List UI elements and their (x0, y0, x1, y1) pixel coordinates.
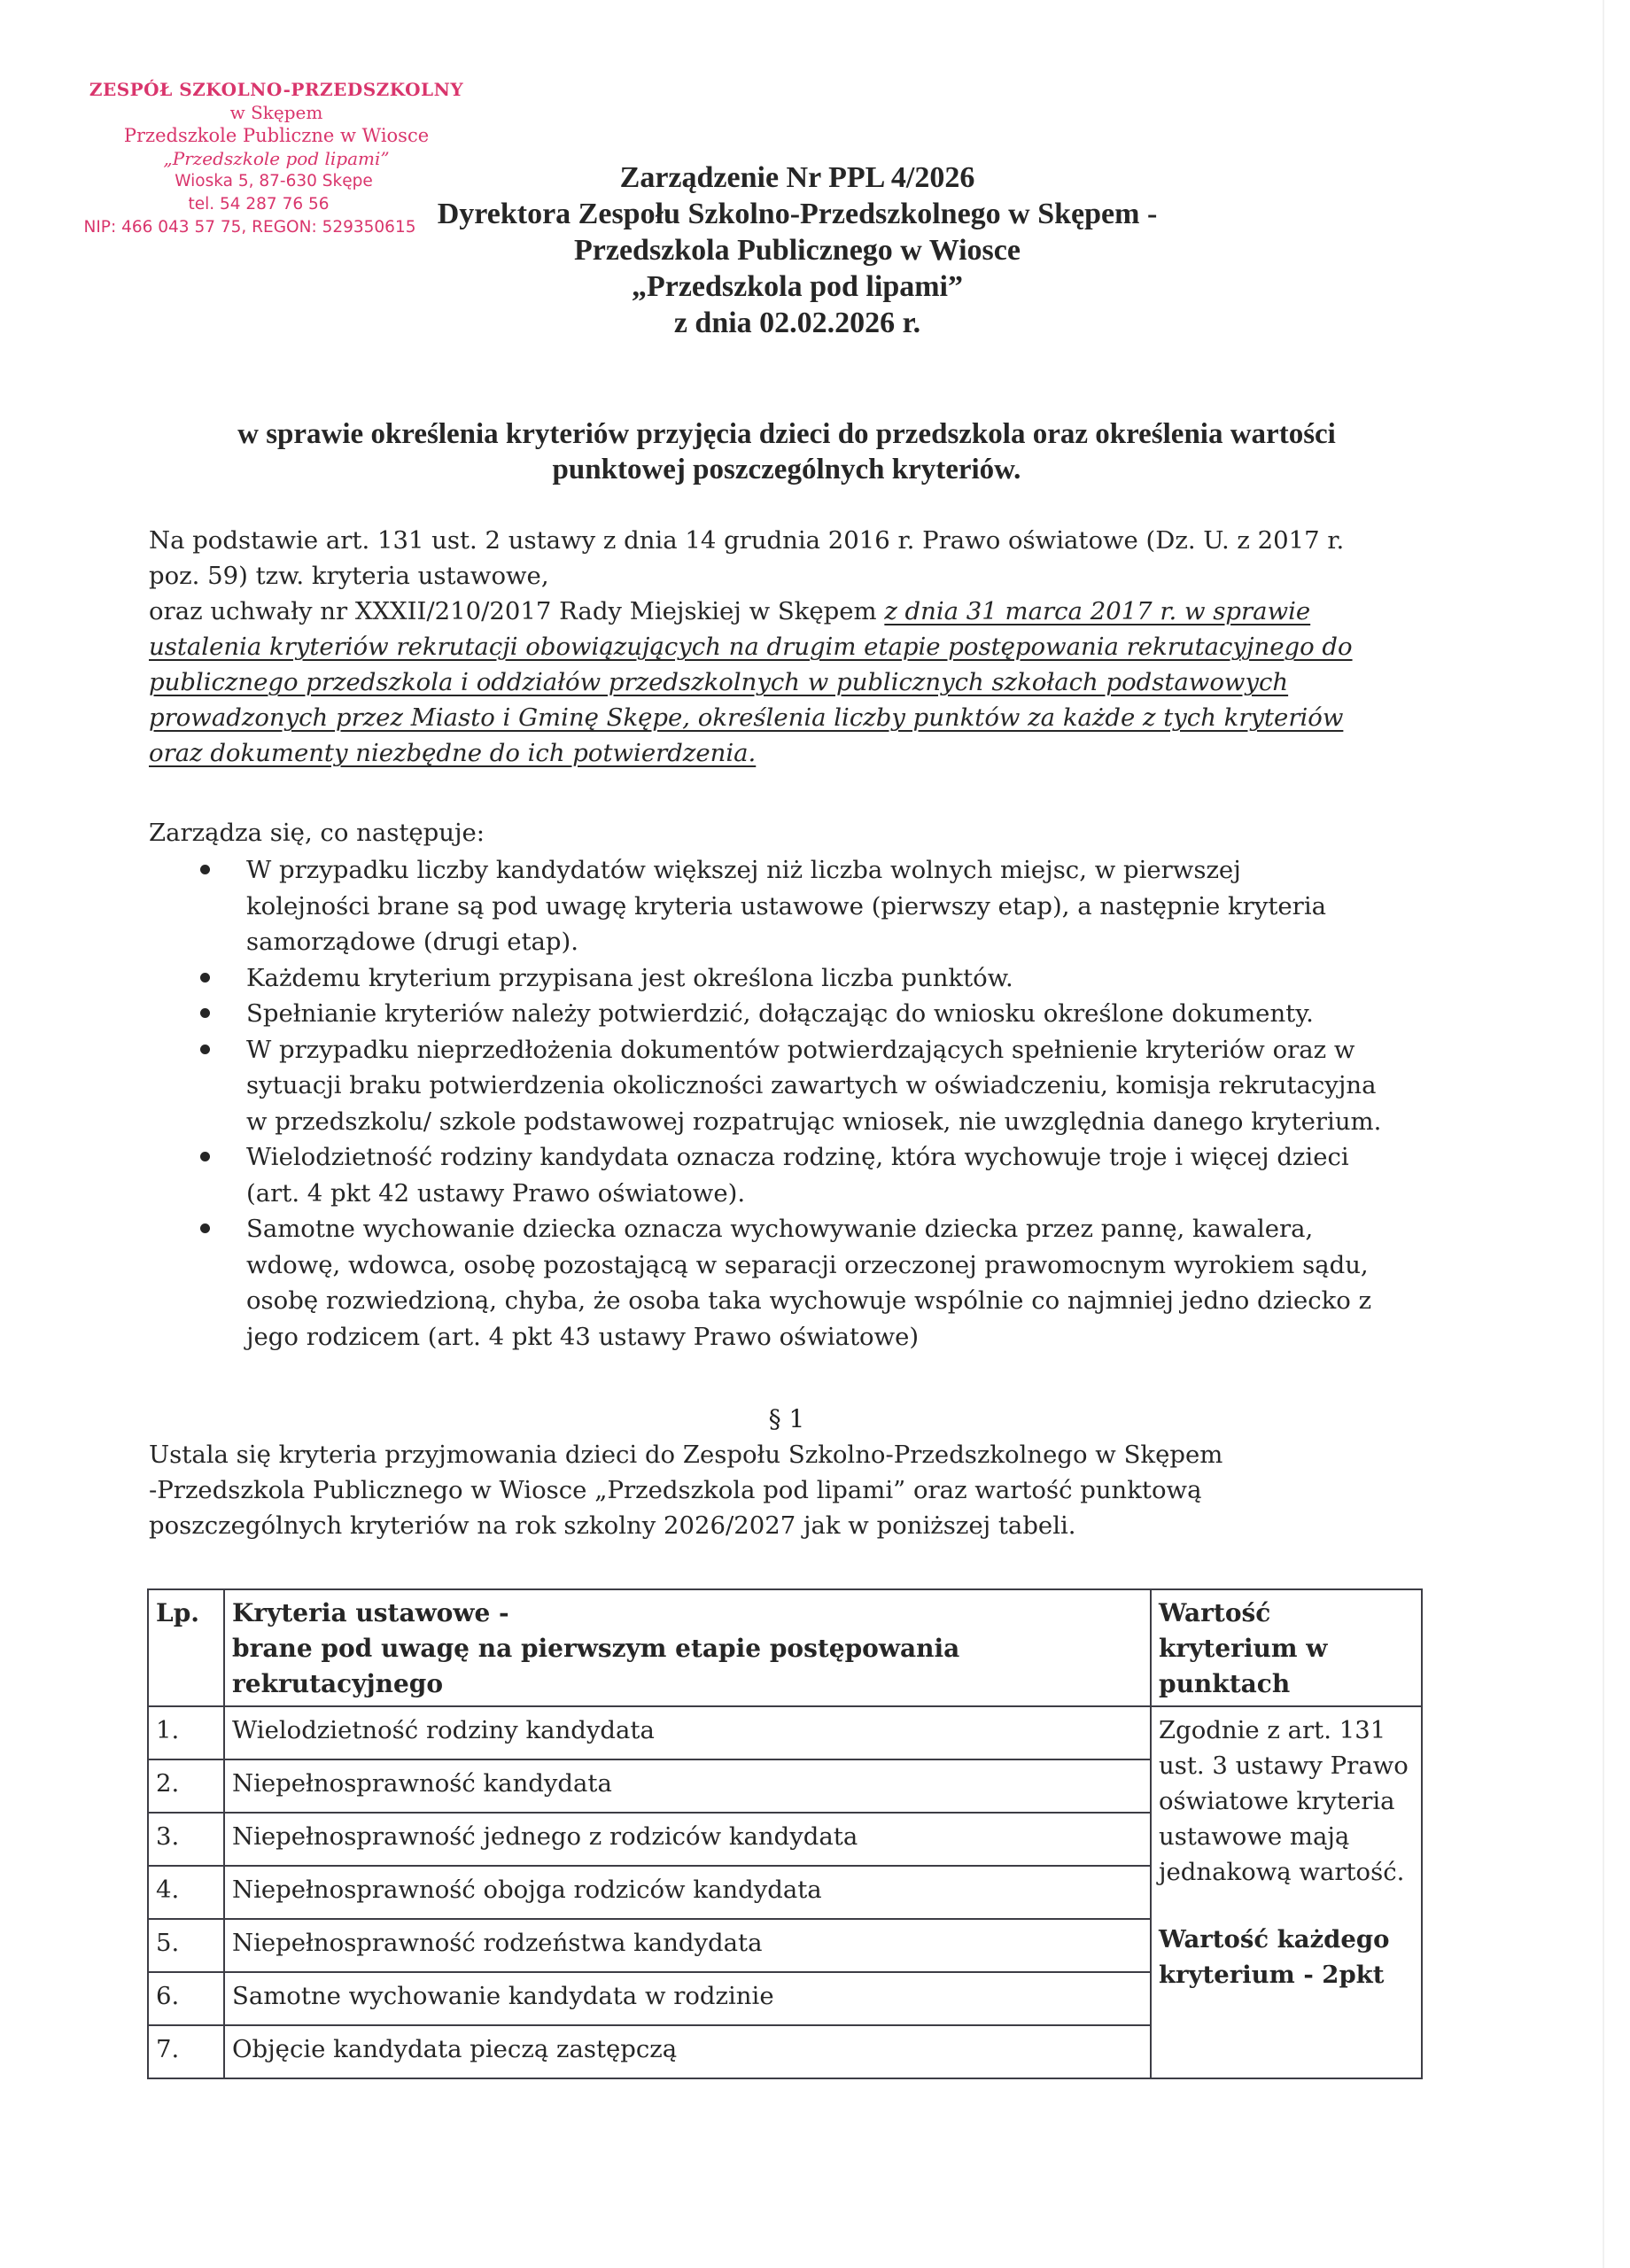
criteria-table (147, 1588, 1423, 2079)
row-criterion: Niepełnosprawność obojga rodziców kandydata (224, 1866, 1151, 1919)
bullet-icon (200, 973, 210, 983)
header-value-line: kryterium w (1159, 1634, 1328, 1663)
row-criterion: Samotne wychowanie kandydata w rodzinie (224, 1972, 1151, 2025)
section-sign: § 1 (768, 1404, 805, 1433)
value-note-line: oświatowe kryteria (1159, 1787, 1395, 1815)
list-item (149, 852, 1442, 960)
value-note-line: jednakową wartość. (1159, 1858, 1405, 1886)
list-item-line: osobę rozwiedzioną, chyba, że osoba taka wychowuje wspólnie co najmniej jedno dziecko z (246, 1286, 1372, 1315)
bullet-icon (200, 1008, 210, 1018)
resolution-title-line: oraz dokumenty niezbędne do ich potwierdzenia. (149, 739, 757, 767)
row-criterion: Niepełnosprawność rodzeństwa kandydata (224, 1919, 1151, 1972)
header-criteria-line: rekrutacyjnego (232, 1669, 444, 1698)
points-value-line: kryterium - 2pkt (1159, 1961, 1385, 1989)
title-line: Przedszkola Publicznego w Wiosce (574, 234, 1021, 267)
resolution-ref: oraz uchwały nr XXXII/210/2017 Rady Miejskiej w Skępem (149, 597, 885, 625)
scan-edge (1603, 0, 1604, 2268)
list-item (149, 1032, 1442, 1140)
subject-line: punktowej poszczególnych kryteriów. (552, 454, 1021, 485)
resolution-title-line: ustalenia kryteriów rekrutacji obowiązujących na drugim etapie postępowania rekrutacyjnego do (149, 633, 1353, 661)
title-line: Dyrektora Zespołu Szkolno-Przedszkolnego w Skępem - (437, 198, 1158, 230)
list-item-line: wdowę, wdowca, osobę pozostającą w separacji orzeczonej prawomocnym wyrokiem sądu, (246, 1250, 1369, 1279)
section-1-line: poszczególnych kryteriów na rok szkolny 2026/2027 jak w poniższej tabeli. (149, 1511, 1076, 1540)
resolution-title-line: publicznego przedszkola i oddziałów przedszkolnych w publicznych szkołach podstawowych (149, 668, 1289, 696)
list-item (149, 960, 1442, 997)
title-line: „Przedszkola pod lipami” (631, 270, 964, 303)
list-item-line: (art. 4 pkt 42 ustawy Prawo oświatowe). (246, 1178, 746, 1208)
list-item-line: W przypadku nieprzedłożenia dokumentów potwierdzających spełnienie kryteriów oraz w (246, 1035, 1355, 1064)
bullet-icon (200, 1045, 210, 1054)
list-item-line: w przedszkolu/ szkole podstawowej rozpatrując wniosek, nie uwzględnia danego kryterium. (246, 1107, 1382, 1136)
points-value (1159, 1922, 1414, 1992)
header-value-line: Wartość (1159, 1598, 1271, 1627)
list-item (149, 1139, 1442, 1211)
row-lp: 5. (148, 1919, 224, 1972)
section-1-line: -Przedszkola Publicznego w Wiosce „Przedszkola pod lipami” oraz wartość punktową (149, 1476, 1202, 1504)
row-lp: 3. (148, 1813, 224, 1866)
list-item (149, 1211, 1442, 1355)
list-item-line: Każdemu kryterium przypisana jest określona liczba punktów. (246, 963, 1013, 992)
row-lp: 2. (148, 1759, 224, 1813)
header-value (1151, 1589, 1422, 1706)
list-item-line: jego rodzicem (art. 4 pkt 43 ustawy Prawo oświatowe) (246, 1322, 920, 1351)
value-note-line: Zgodnie z art. 131 (1159, 1716, 1386, 1744)
bullet-icon (200, 865, 210, 874)
stamp-line-2: w Skępem (229, 102, 323, 123)
list-item-line: Wielodzietność rodziny kandydata oznacza rodzinę, która wychowuje troje i więcej dzieci (246, 1143, 1349, 1171)
header-lp: Lp. (148, 1589, 224, 1706)
stamp-line-1: ZESPÓŁ SZKOLNO-PRZEDSZKOLNY (89, 79, 464, 100)
stamp-line-7: NIP: 466 043 57 75, REGON: 529350615 (83, 218, 416, 237)
row-lp: 6. (148, 1972, 224, 2025)
value-note-line: ust. 3 ustawy Prawo (1159, 1751, 1409, 1780)
row-criterion: Niepełnosprawność kandydata (224, 1759, 1151, 1813)
header-criteria-line: brane pod uwagę na pierwszym etapie postępowania (232, 1634, 960, 1663)
criterion-value-note (1151, 1706, 1422, 2078)
subject-line: w sprawie określenia kryteriów przyjęcia dzieci do przedszkola oraz określenia wartości (237, 418, 1336, 450)
points-value-line: Wartość każdego (1159, 1925, 1390, 1953)
row-criterion: Objęcie kandydata pieczą zastępczą (224, 2025, 1151, 2078)
resolution-title: z dnia 31 marca 2017 r. w sprawie (884, 597, 1311, 625)
value-note-line: ustawowe mają (1159, 1822, 1350, 1851)
row-lp: 1. (148, 1706, 224, 1759)
legal-basis-line (149, 594, 1442, 629)
list-item-line: samorządowe (drugi etap). (246, 928, 579, 956)
list-item-line: sytuacji braku potwierdzenia okoliczności zawartych w oświadczeniu, komisja rekrutacyjna (246, 1071, 1377, 1099)
header-value-line: punktach (1159, 1669, 1291, 1698)
bullet-icon (200, 1223, 210, 1233)
title-line: z dnia 02.02.2026 r. (673, 307, 921, 339)
list-item (149, 996, 1442, 1032)
header-criteria-line: Kryteria ustawowe - (232, 1598, 509, 1627)
document-title (354, 159, 1240, 341)
list-item-line: W przypadku liczby kandydatów większej niż liczba wolnych miejsc, w pierwszej (246, 856, 1241, 884)
title-line: Zarządzenie Nr PPL 4/2026 (619, 161, 975, 194)
table-header-row (148, 1589, 1422, 1706)
row-criterion: Wielodzietność rodziny kandydata (224, 1706, 1151, 1759)
list-item-line: kolejności brane są pod uwagę kryteria ustawowe (pierwszy etap), a następnie kryteria (246, 891, 1327, 920)
row-lp: 4. (148, 1866, 224, 1919)
list-item-line: Samotne wychowanie dziecka oznacza wychowywanie dziecka przez pannę, kawalera, (246, 1215, 1314, 1243)
resolution-title-line: prowadzonych przez Miasto i Gminę Skępe, określenia liczby punktów za każde z tych kryteriów (149, 703, 1344, 732)
section-1-text (149, 1437, 1442, 1543)
stamp-line-4: „Przedszkole pod lipami” (163, 148, 390, 169)
legal-basis-line: Na podstawie art. 131 ust. 2 ustawy z dnia 14 grudnia 2016 r. Prawo oświatowe (Dz. U. z 2017 r. (149, 526, 1345, 555)
stamp-line-6: tel. 54 287 76 56 (188, 195, 330, 214)
header-criteria (224, 1589, 1151, 1706)
table-row (148, 1706, 1422, 1759)
row-lp: 7. (148, 2025, 224, 2078)
legal-basis (149, 523, 1442, 771)
bullet-icon (200, 1152, 210, 1161)
legal-basis-line: poz. 59) tzw. kryteria ustawowe, (149, 562, 549, 590)
orders-intro: Zarządza się, co następuje: (149, 819, 485, 847)
list-item-line: Spełnianie kryteriów należy potwierdzić, dołączając do wniosku określone dokumenty. (246, 999, 1314, 1028)
stamp-line-3: Przedszkole Publiczne w Wiosce (123, 125, 430, 146)
section-1-line: Ustala się kryteria przyjmowania dzieci do Zespołu Szkolno-Przedszkolnego w Skępem (149, 1441, 1223, 1469)
document-subject (149, 416, 1424, 487)
orders-list (149, 852, 1442, 1355)
stamp-line-5: Wioska 5, 87-630 Skępe (175, 172, 373, 190)
row-criterion: Niepełnosprawność jednego z rodziców kandydata (224, 1813, 1151, 1866)
